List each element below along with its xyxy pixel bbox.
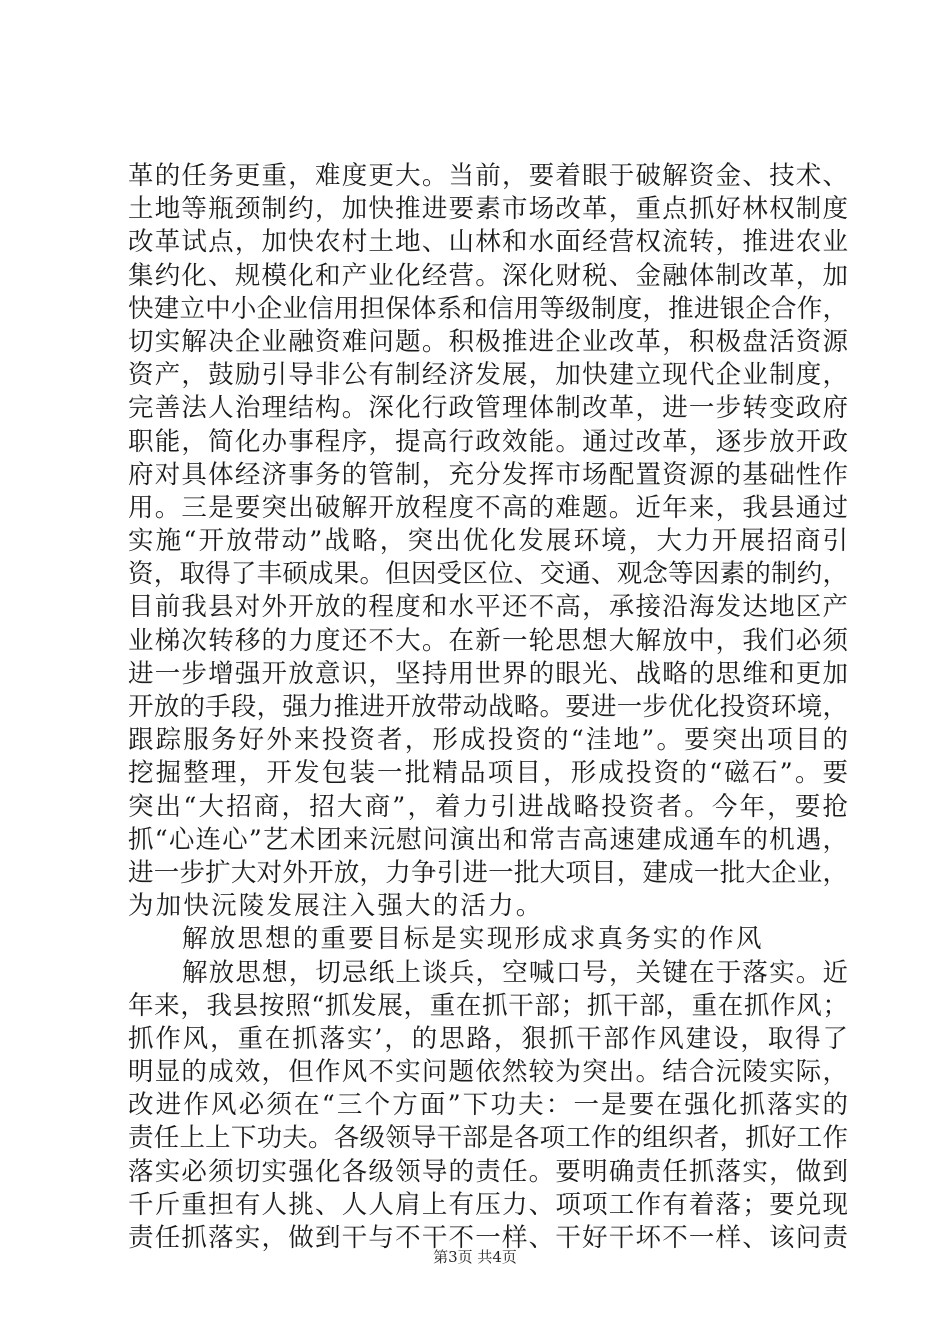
text-line: 改革试点，加快农村土地、山林和水面经营权流转，推进农业	[128, 227, 848, 258]
text-line: 实施“开放带动”战略，突出优化发展环境，大力开展招商引	[128, 526, 848, 557]
text-line: 集约化、规模化和产业化经营。深化财税、金融体制改革，加	[128, 260, 848, 291]
text-line: 土地等瓶颈制约，加快推进要素市场改革，重点抓好林权制度	[128, 194, 848, 225]
text-line: 改进作风必须在“三个方面”下功夫：一是要在强化抓落实的	[128, 1090, 848, 1121]
text-line: 业梯次转移的力度还不大。在新一轮思想大解放中，我们必须	[128, 625, 848, 656]
text-line: 责任上上下功夫。各级领导干部是各项工作的组织者，抓好工作	[128, 1123, 848, 1154]
page-footer: 第3页 共4页	[433, 1248, 517, 1266]
text-line: 切实解决企业融资难问题。积极推进企业改革，积极盘活资源	[128, 326, 848, 357]
text-line: 资产，鼓励引导非公有制经济发展，加快建立现代企业制度，	[128, 360, 848, 391]
text-line: 进一步扩大对外开放，力争引进一批大项目，建成一批大企业，	[128, 857, 848, 888]
text-line: 挖掘整理，开发包装一批精品项目，形成投资的“磁石”。要	[128, 758, 848, 789]
text-line: 责任抓落实，做到干与不干不一样、干好干坏不一样、该问责	[128, 1223, 848, 1253]
text-line: 解放思想的重要目标是实现形成求真务实的作风	[182, 924, 764, 955]
text-line: 用。三是要突出破解开放程度不高的难题。近年来，我县通过	[128, 492, 848, 523]
text-line: 府对具体经济事务的管制，充分发挥市场配置资源的基础性作	[128, 459, 848, 490]
text-line: 落实必须切实强化各级领导的责任。要明确责任抓落实，做到	[128, 1156, 848, 1187]
text-line: 突出“大招商，招大商”，着力引进战略投资者。今年，要抢	[128, 791, 848, 822]
document-body	[128, 160, 848, 1255]
text-line: 跟踪服务好外来投资者，形成投资的“洼地”。要突出项目的	[128, 725, 848, 756]
text-line: 为加快沅陵发展注入强大的活力。	[128, 891, 544, 922]
text-line: 快建立中小企业信用担保体系和信用等级制度，推进银企合作，	[128, 293, 848, 324]
text-line: 进一步增强开放意识，坚持用世界的眼光、战略的思维和更加	[128, 658, 848, 689]
text-line: 完善法人治理结构。深化行政管理体制改革，进一步转变政府	[128, 393, 848, 424]
text-line: 资，取得了丰硕成果。但因受区位、交通、观念等因素的制约，	[128, 559, 848, 590]
text-line: 千斤重担有人挑、人人肩上有压力、项项工作有着落；要兑现	[128, 1189, 848, 1220]
text-line: 抓“心连心”艺术团来沅慰问演出和常吉高速建成通车的机遇，	[128, 824, 848, 855]
text-line: 明显的成效，但作风不实问题依然较为突出。结合沅陵实际，	[128, 1057, 848, 1088]
text-line: 抓作风，重在抓落实’，的思路，狠抓干部作风建设，取得了	[128, 1023, 848, 1054]
text-line: 年来，我县按照“抓发展，重在抓干部；抓干部，重在抓作风；	[128, 990, 848, 1021]
text-line: 开放的手段，强力推进开放带动战略。要进一步优化投资环境，	[128, 692, 848, 722]
text-line: 革的任务更重，难度更大。当前，要着眼于破解资金、技术、	[128, 161, 848, 191]
text-line: 职能，简化办事程序，提高行政效能。通过改革，逐步放开政	[128, 426, 848, 457]
text-line: 目前我县对外开放的程度和水平还不高，承接沿海发达地区产	[128, 592, 848, 623]
text-line: 解放思想，切忌纸上谈兵，空喊口号，关键在于落实。近	[182, 957, 848, 988]
